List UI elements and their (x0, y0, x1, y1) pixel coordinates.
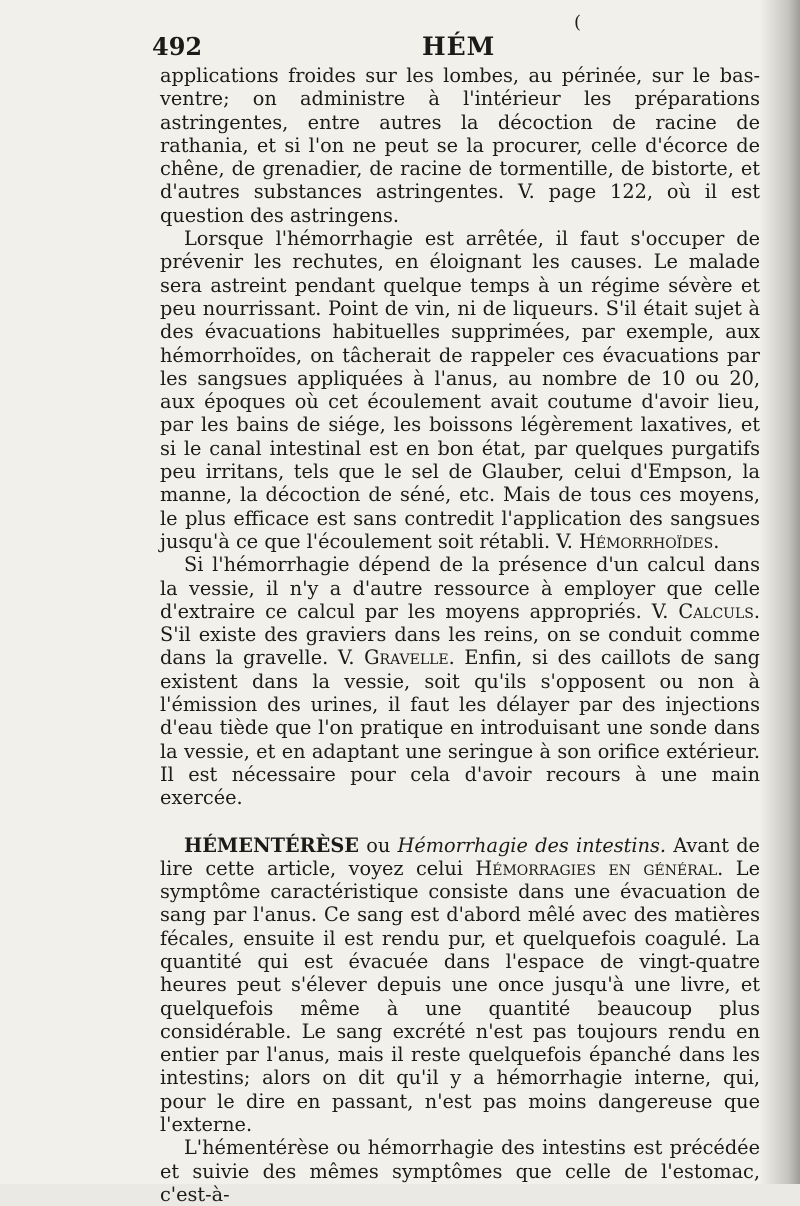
page-gutter-shadow (760, 0, 800, 1184)
entry-hementerese (160, 834, 760, 1137)
paragraph-5: L'hémentérèse ou hémorrhagie des intestins est précédée et suivie des mêmes symptômes que celle de l'estomac, c'est-à- (160, 1136, 760, 1206)
paragraph-3-text-c: Enfin, si des caillots de sang existent dans la vessie, soit qu'ils s'opposent ou non à l'émission des urines, il faut les délayer par des injections d'eau tiède que l'on pratique en introduisant une sonde dans la vessie, et en adaptant une seringue à son orifice extérieur. Il est nécessaire pour cela d'avoir recours à une main exercée. (160, 646, 760, 810)
entry-alternate-name: Hémorrhagie des intestins. (397, 833, 667, 857)
cross-reference-hemorragies: Hémorragies en général. (475, 856, 724, 880)
paragraph-2 (160, 227, 760, 553)
paragraph-2-text: Lorsque l'hémorrhagie est arrêtée, il faut s'occuper de prévenir les rechutes, en éloignant les causes. Le malade sera astreint pendant quelque temps à un régime sévère et peu nourrissant. Point de vin, ni de liqueurs. S'il était sujet à des évacuations habituelles supprimées, par exemple, aux hémorrhoïdes, on tâcherait de rappeler ces évacuations par les sangsues appliquées à l'anus, au nombre de 10 ou 20, aux époques où cet écoulement avait coutume d'avoir lieu, par les bains de siége, les boissons légèrement laxatives, et si le canal intestinal est en bon état, par quelques purgatifs peu irritans, tels que le sel de Glauber, celui d'Empson, la manne, la décoction de séné, etc. Mais de tous ces moyens, le plus efficace est sans contredit l'application des sangsues jusqu'à ce que l'écoulement soit rétabli. V. (160, 227, 760, 553)
margin-mark: ( (574, 12, 582, 33)
paragraph-1: applications froides sur les lombes, au périnée, sur le bas-ventre; on administre à l'intérieur les préparations astringentes, entre autres la décoction de racine de rathania, et si l'on ne peut se la procurer, celle d'écorce de chêne, de grenadier, de racine de tormentille, de bistorte, et d'autres substances astringentes. V. page 122, où il est question des astringens. (160, 64, 760, 227)
entry-text-b: Le symptôme caractéristique consiste dans une évacuation de sang par l'anus. Ce sang est d'abord mêlé avec des matières fécales, ensuite il est rendu pur, et quelquefois coagulé. La quantité qui est évacuée dans l'espace de vingt-quatre heures peut s'élever depuis une once jusqu'à une livre, et quelquefois même à une quantité beaucoup plus considérable. Le sang excrété n'est pas toujours rendu en entier par l'anus, mais il reste quelquefois épanché dans les intestins; alors on dit qu'il y a hémorrhagie interne, qui, pour le dire en passant, n'est pas moins dangereuse que l'externe. (160, 856, 760, 1137)
paragraph-3-text-a: Si l'hémorrhagie dépend de la présence d'un calcul dans la vessie, il n'y a d'autre ressource à employer que celle d'extraire ce calcul par les moyens appropriés. V. (160, 553, 760, 623)
cross-reference-calculs: Calculs. (678, 599, 760, 623)
running-head: HÉM (422, 32, 496, 61)
body-text (160, 64, 760, 1206)
paragraph-3 (160, 553, 760, 809)
entry-text-a: Avant de lire cette article, voyez celui (160, 833, 760, 880)
entry-headword: HÉMENTÉRÈSE (184, 833, 359, 857)
paragraph-3-text-b: S'il existe des graviers dans les reins, on se conduit comme dans la gravelle. V. (160, 623, 760, 670)
page-number: 492 (152, 32, 203, 61)
cross-reference-gravelle: Gravelle. (364, 646, 455, 670)
cross-reference-hemorrhoides: Hémorrhoïdes. (579, 529, 720, 553)
entry-conjunction: ou (366, 833, 391, 857)
